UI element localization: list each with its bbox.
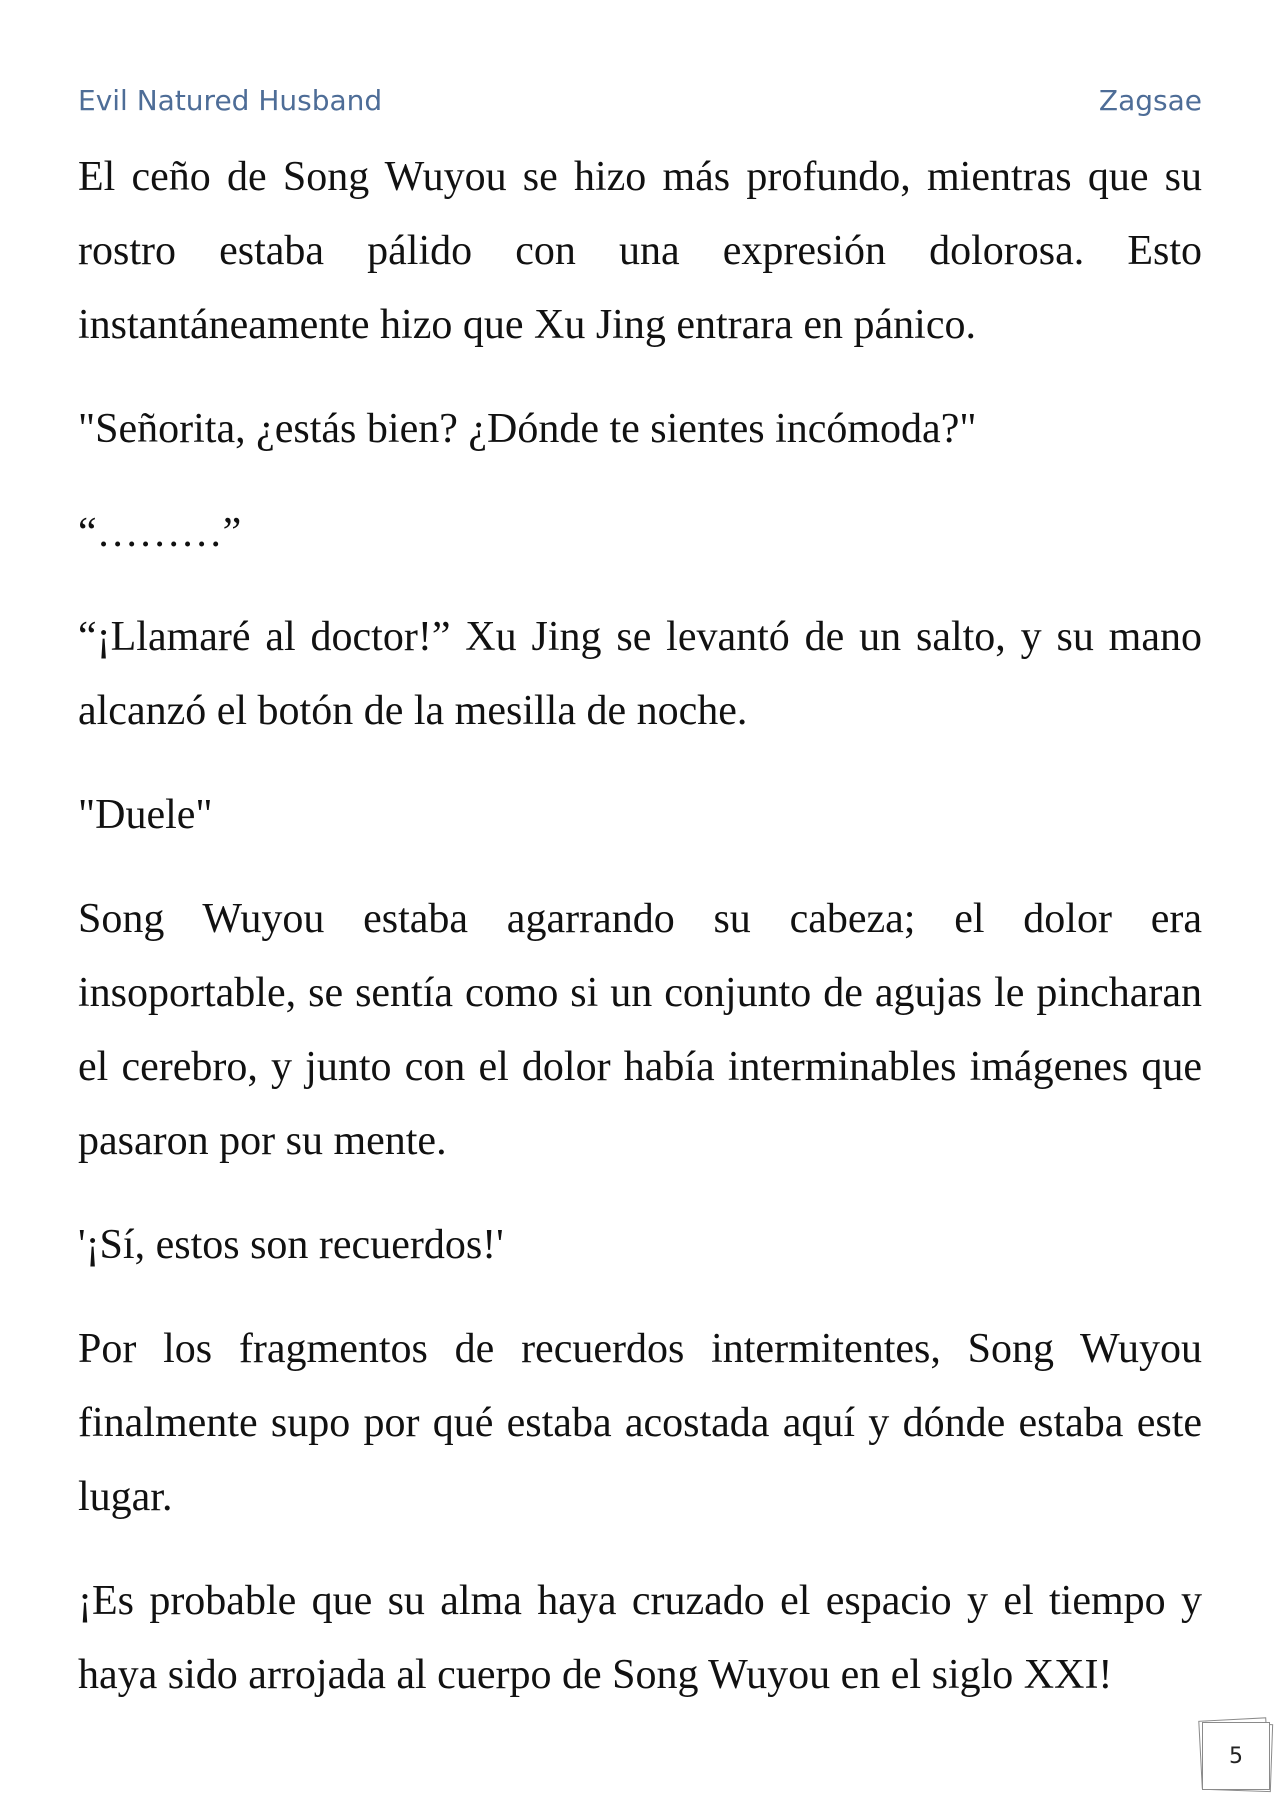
paragraph: Por los fragmentos de recuerdos intermitentes, Song Wuyou finalmente supo por qué estaba acostada aquí y dónde estaba este lugar. (78, 1326, 1202, 1520)
page-number: 5 (1202, 1722, 1270, 1790)
paragraph: “¡Llamaré al doctor!” Xu Jing se levantó de un salto, y su mano alcanzó el botón de la mesilla de noche. (78, 614, 1202, 734)
paragraph: Song Wuyou estaba agarrando su cabeza; el dolor era insoportable, se sentía como si un conjunto de agujas le pincharan el cerebro, y junto con el dolor había interminables imágenes que pasaron por su mente. (78, 896, 1202, 1164)
page-header (78, 80, 1202, 120)
header-translator: Zagsae (1098, 83, 1202, 117)
paragraph: '¡Sí, estos son recuerdos!' (78, 1222, 504, 1268)
paragraph: "Señorita, ¿estás bien? ¿Dónde te sientes incómoda?" (78, 406, 977, 452)
page-number-box (1202, 1722, 1270, 1790)
paragraph: “………” (78, 510, 242, 556)
paragraph: El ceño de Song Wuyou se hizo más profundo, mientras que su rostro estaba pálido con una expresión dolorosa. Esto instantáneamente hizo que Xu Jing entrara en pánico. (78, 154, 1202, 348)
paragraph: ¡Es probable que su alma haya cruzado el espacio y el tiempo y haya sido arrojada al cuerpo de Song Wuyou en el siglo XXI! (78, 1578, 1202, 1698)
paragraph: "Duele" (78, 792, 213, 838)
page-body (78, 140, 1202, 1742)
header-book-title: Evil Natured Husband (78, 83, 383, 117)
